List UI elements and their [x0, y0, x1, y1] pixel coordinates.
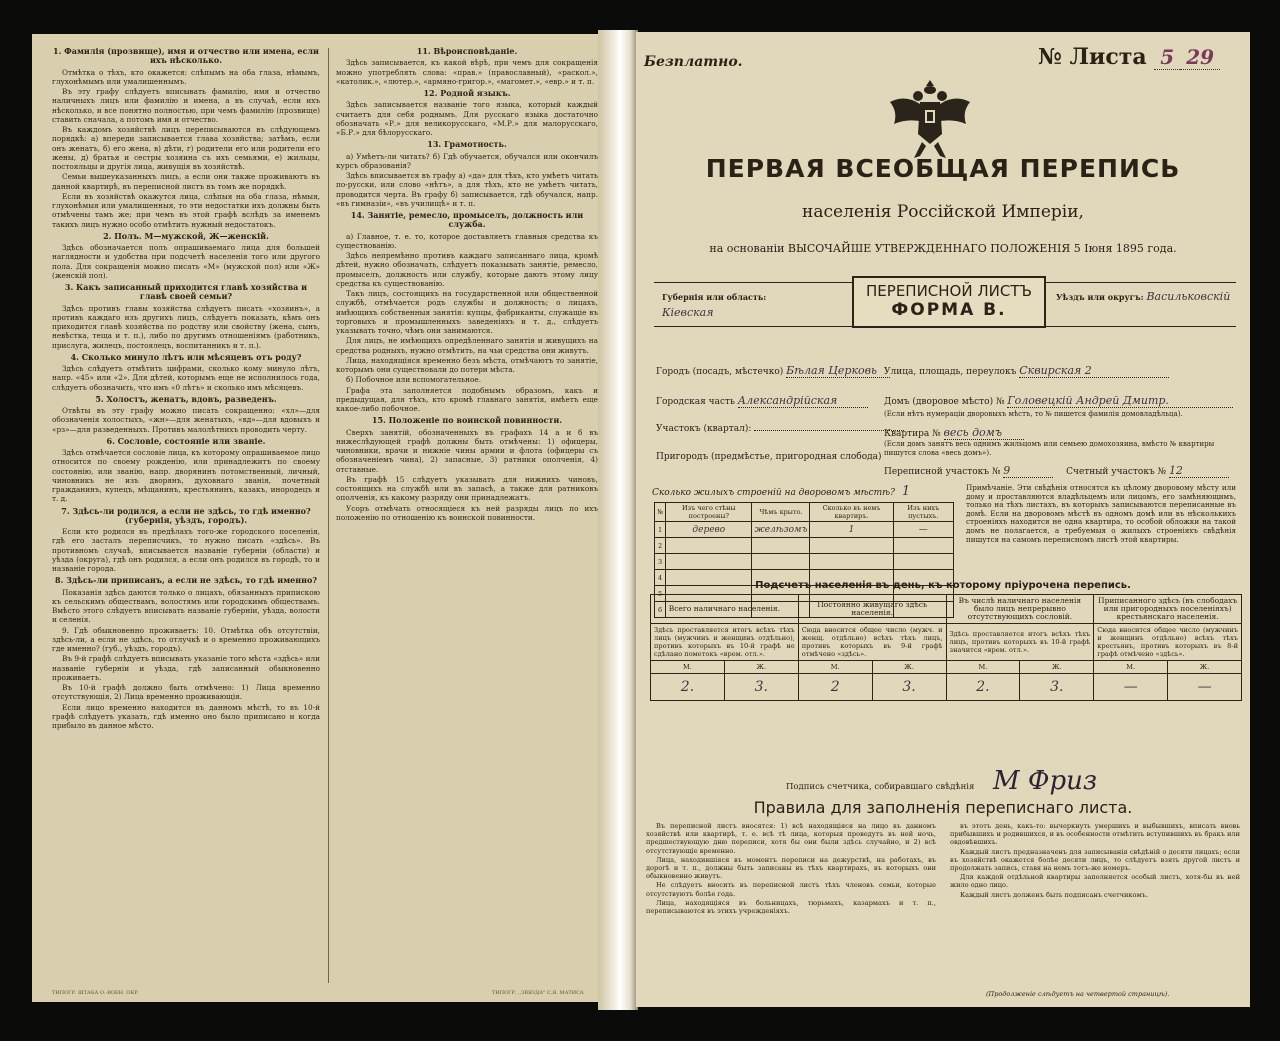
buildings-cell: 1 — [655, 522, 666, 538]
remark-note: Примѣчаніе. Эти свѣдѣнія относятся къ цѣлому дворовому мѣсту или дому и проставляются владѣльцемъ или лицомъ, его замѣняющимъ, только на тѣхъ листахъ, въ которыхъ записываются переписанные въ домѣ. Если на дворовомъ мѣстѣ въ одномъ домѣ или въ нѣсколькихъ строеніяхъ находится не одна квартира, то особой обложки на такой домъ не полагается, а требуемыя о жилыхъ строеніяхъ свѣдѣнія пишутся на самомъ переписномъ листѣ этой квартиры. — [966, 483, 1236, 544]
outbuildings-field: Сколько жилыхъ строеній на дворовомъ мѣстѣ? 1 — [652, 484, 911, 499]
instruction-heading: 5. Холостъ, женатъ, вдовъ, разведенъ. — [95, 393, 277, 404]
instructions-column-2 — [336, 44, 598, 989]
instruction-paragraph: а) Главное, т. е. то, которое доставляетъ главныя средства къ существованію. — [336, 231, 598, 250]
buildings-cell: 5 — [655, 586, 666, 602]
instruction-paragraph: Семьи вышеуказанныхъ лицъ, а если они также проживаютъ въ данной квартирѣ, въ переписной листъ въ томъ же порядкѣ. — [52, 172, 320, 191]
rules-paragraph: Не слѣдуетъ вносить въ переписной листъ тѣхъ членовъ семьи, которые отсутствуютъ болѣе года. — [646, 881, 936, 898]
rules-paragraph: Каждый листъ долженъ быть подписанъ счетчикомъ. — [960, 890, 1148, 899]
buildings-cell — [893, 554, 953, 570]
rules-paragraph: Для каждой отдѣльной квартиры заполняется особый листъ, хотя-бы въ ней жило одно лицо. — [950, 873, 1240, 890]
instructions-column-1 — [52, 44, 320, 989]
city-field: Городъ (посадъ, мѣстечко) Бѣлая Церковь — [656, 364, 890, 378]
instruction-paragraph: Здѣсь записывается названіе того языка, который каждый считаетъ для себя роднымъ. Для русскаго языка достаточно обозначать «Р.» для великорусскаго, «М.Р.» для малорусскаго, «Б.Р.» для бѣлорусскаго. — [336, 100, 598, 137]
census-subtitle: населенія Россійской Имперіи, — [802, 202, 1084, 222]
instruction-paragraph: Если лицо временно находится въ данномъ мѣстѣ, то въ 10-й графѣ слѣдуетъ указать, гдѣ именно оно было приписано и когда прибыло въ данное мѣсто. — [52, 702, 320, 730]
continued-note: (Продолженіе слѣдуетъ на четвертой страницѣ). — [986, 990, 1170, 998]
buildings-row — [655, 522, 954, 538]
district-value: Васильковскій — [1146, 290, 1231, 303]
sheet-number: № Листа 5 29 — [1038, 44, 1220, 70]
instruction-paragraph: 9. Гдѣ обыкновенно проживаетъ: 10. Отмѣтка объ отсутствіи, здѣсь-ли, а если не здѣсь, то отлучкѣ и о временно проживающихъ где именно? (губ., уѣздъ, городъ). — [52, 625, 320, 653]
instruction-heading: 12. Родной языкъ. — [423, 88, 511, 98]
instruction-paragraph: Здѣсь отмѣчается сословіе лица, къ которому опрашиваемое лицо относится по своему рожденію, или принадлежитъ по своему состоянію, или званію, напр. дворянинъ потомственный, личный, чиновникъ не изъ дворянъ, духовнаго званія, почетный гражданинъ, купецъ, мѣщанинъ, крестьянинъ, казакъ, инородецъ и т. д. — [52, 448, 320, 504]
buildings-cell: 6 — [655, 602, 666, 618]
instruction-paragraph: Въ 9-й графѣ слѣдуетъ вписывать указаніе того мѣста «здѣсь» или названіе губерніи и уѣзда, гдѣ записанный обыкновенно проживаетъ. — [52, 654, 320, 682]
buildings-cell: 1 — [810, 522, 893, 538]
buildings-cell: дерево — [666, 522, 752, 538]
rules-column-1 — [646, 822, 936, 992]
instruction-heading: 6. Сословіе, состояніе или званіе. — [106, 435, 266, 446]
instruction-paragraph: Графа эта заполняется подобнымъ образомъ, какъ и предыдущая, для тѣхъ, кто кромѣ главнаго занятія, имѣетъ еще какое-либо побочное. — [336, 385, 598, 413]
province-field: Губернія или область: Кіевская — [662, 292, 767, 319]
rules-paragraph: Въ переписной листъ вносятся: 1) всѣ находящіяся на лицо въ данномъ хозяйствѣ или квартирѣ, т. е. всѣ тѣ лица, которыя проведутъ въ ней ночь, предшествующую дню переписи, хотя бы они были здѣсь случайно, и 2) всѣ отсутствующіе временно. — [646, 822, 936, 855]
outbuildings-value: 1 — [901, 484, 911, 499]
rules-title: Правила для заполненія переписнаго листа. — [753, 798, 1133, 817]
count-column-note: Здѣсь проставляется итогъ всѣхъ тѣхъ лицъ, противъ которыхъ въ 10-й графѣ значится «врем. отл.». — [946, 624, 1094, 661]
left-page — [32, 34, 610, 1002]
buildings-header: Изъ чего стѣны построены? — [666, 503, 752, 522]
block-field: Участокъ (квартал): — [656, 424, 904, 434]
buildings-row — [655, 554, 954, 570]
count-value: 3. — [724, 674, 798, 701]
printer-mark: ТИПОГР. ШТАБА О.-ВОЕН. ОКР. — [52, 990, 140, 996]
instruction-heading: 14. Занятіе, ремесло, промыселъ, должность или служба. — [350, 210, 584, 230]
sheet-number-value-b: 29 — [1180, 45, 1220, 70]
suburb-field: Пригородъ (предмѣстье, пригородная слобода) — [656, 452, 882, 462]
free-label: Безплатно. — [644, 54, 743, 70]
instruction-paragraph: Если кто родился въ предѣлахъ того-же городского поселенія, гдѣ его засталъ переписчикъ, то нужно писать «здѣсь». Въ противномъ случаѣ, вписывается названіе губерніи (области) и уѣзда (округа), гдѣ онъ родился, а если онъ родился въ городѣ, то и названіе города. — [52, 527, 320, 573]
male-header: М. — [946, 661, 1020, 674]
count-value: 2 — [798, 674, 872, 701]
female-header: Ж. — [724, 661, 798, 674]
count-value: 2. — [946, 674, 1020, 701]
rule — [654, 282, 852, 283]
count-district-value: 12 — [1169, 464, 1229, 478]
buildings-cell — [752, 554, 810, 570]
instruction-heading: 15. Положеніе по воинской повинности. — [371, 415, 563, 426]
sheet-title: ПЕРЕПИСНОЙ ЛИСТЪ — [866, 282, 1032, 300]
buildings-header: Изъ нихъ пустыхъ. — [893, 503, 953, 522]
form-header-box — [852, 276, 1046, 328]
instruction-paragraph: Отвѣты въ эту графу можно писать сокращенно: «хл»—для обозначенія холостыхъ, «жн»—для женатыхъ, «вд»—для вдовыхъ и «рз»—для разведенныхъ. Противъ малолѣтнихъ проводить черту. — [52, 406, 320, 434]
count-column-title: Всего наличнаго населенія. — [651, 595, 799, 624]
count-value: 3. — [1020, 674, 1094, 701]
street-value: Сквирская 2 — [1019, 364, 1169, 378]
count-value: — — [1168, 674, 1242, 701]
instruction-paragraph: Такъ лицъ, состоящихъ на государственной или общественной службѣ, отмѣчается родъ службы и должность; о лицахъ, имѣющихъ собственныя занятія: купцы, фабриканты, служащіе въ торговыхъ и промышленныхъ заведеніяхъ и т. д., слѣдуетъ указывать точно, чѣмъ они занимаются. — [336, 289, 598, 335]
signature-line: Подпись счетчика, собиравшаго свѣдѣнія М Фриз — [786, 766, 1098, 796]
city-value: Бѣлая Церковь — [786, 364, 890, 378]
buildings-header: Чѣмъ крыто. — [752, 503, 810, 522]
street-field: Улица, площадь, переулокъ Сквирская 2 — [884, 364, 1169, 378]
instruction-heading: 1. Фамилія (прозвище), имя и отчество или имена, если ихъ нѣсколько. — [53, 46, 319, 66]
buildings-cell: 2 — [655, 538, 666, 554]
city-part-value: Александрійская — [738, 394, 868, 408]
buildings-row — [655, 538, 954, 554]
instruction-heading: 7. Здѣсь-ли родился, а если не здѣсь, то гдѣ именно? (губернія, уѣздъ, городъ). — [61, 505, 311, 525]
count-column-note: Здѣсь проставляется итогъ всѣхъ тѣхъ лицъ (мужчинъ и женщинъ отдѣльно), противъ которыхъ въ 10-й графѣ не сдѣлано пометокъ «врем. отл.». — [651, 624, 799, 661]
house-value: Головецкій Андрей Дмитр. — [1007, 394, 1233, 408]
buildings-cell: 3 — [655, 554, 666, 570]
instruction-paragraph: Здѣсь обозначается полъ опрашиваемаго лица для большей наглядности и удобства при подсчетѣ населенія того или другого пола. Для сокращенія можно писать «М» (мужской пол) или «Ж» (женскій пол). — [52, 243, 320, 280]
apartment-note: (Если домъ занятъ весь однимъ жильцомъ или семьею домохозяина, вмѣсто № квартиры пишутся слова «весь домъ»). — [884, 440, 1215, 457]
population-count-table — [650, 594, 1242, 701]
instruction-paragraph: Отмѣтка о тѣхъ, кто окажется: слѣпымъ на оба глаза, нѣмымъ, глухонѣмымъ или умалишеннымъ. — [52, 67, 320, 86]
column-divider — [328, 48, 329, 983]
instruction-paragraph: Въ графѣ 15 слѣдуетъ указывать для нижнихъ чиновъ, состоящихъ на службѣ или въ запасѣ, а также для ратниковъ ополченія, къ какому разряду они принадлежатъ. — [336, 474, 598, 503]
male-header: М. — [1094, 661, 1168, 674]
double-headed-eagle-icon — [880, 72, 980, 162]
legal-basis: на основаніи ВЫСОЧАЙШЕ УТВЕРЖДЕННАГО ПОЛОЖЕНІЯ 5 Іюня 1895 года. — [709, 242, 1177, 255]
city-part-field: Городская часть Александрійская — [656, 394, 868, 408]
male-header: М. — [798, 661, 872, 674]
apartment-field: Квартира № весь домъ — [884, 426, 1024, 440]
rules-paragraph: Лица, находящіяся въ больницахъ, тюрьмахъ, казармахъ и т. п., переписываются въ этихъ учрежденіяхъ. — [646, 898, 936, 916]
buildings-cell — [893, 538, 953, 554]
instruction-heading: 13. Грамотность. — [427, 139, 507, 150]
instruction-paragraph: Сверхъ занятій, обозначенныхъ въ графахъ 14 а и б въ нижеслѣдующей графѣ должны быть отмѣчены: 1) офицеры, чиновники, врачи и нижніе чины армии и флота (офицеры съ обозначеніемъ чина), 2) запасные, 3) ратники ополченія, 4) отставные. — [336, 427, 598, 474]
buildings-cell — [666, 554, 752, 570]
instruction-paragraph: Здѣсь противъ главы хозяйства слѣдуетъ писать «хозяинъ», а противъ каждаго изъ другихъ лицъ, слѣдуетъ показать, кѣмъ онъ приходится главѣ хозяйства по родству или свойству (жена, сынъ, невѣстка, теща и т. п.), либо по другимъ отношеніямъ (работникъ, прислуга, жилецъ, постоялецъ, воспитанникъ и т. п.). — [52, 303, 320, 350]
instruction-paragraph: Для лицъ, не имѣющихъ опредѣленнаго занятія и живущихъ на средства родныхъ, нужно отмѣтить, на чьи средства они живутъ. — [336, 336, 598, 355]
printer-mark: ТИПОГР. ,,ЗВЯЗДА" С.Я. МАТИСА — [492, 990, 584, 996]
count-value: 2. — [651, 674, 725, 701]
female-header: Ж. — [1020, 661, 1094, 674]
instruction-paragraph: Показанія здѣсь даются только о лицахъ, обязанныхъ припискою къ сельскимъ обществамъ, волостямъ или городскимъ обществамъ. Вмѣсто этого слѣдуетъ вписывать названіе губерніи, уѣзда, волости и селенія. — [52, 587, 320, 625]
buildings-header: Сколько въ немъ квартиръ. — [810, 503, 893, 522]
rules-paragraph: въ этотъ день, какъ-то: вычеркнуть умершихъ и выбывшихъ, вписать вновь прибывшихъ и родившихся, и въ особенности отмѣтить вступившихъ въ бракъ или овдовѣвшихъ. — [950, 822, 1240, 847]
instruction-paragraph: Усоръ отмѣчать относящіеся къ ней разряды лицъ по ихъ положенію по отношенію къ воинской повинности. — [336, 503, 598, 522]
instruction-paragraph: б) Побочное или вспомогательное. — [346, 375, 482, 385]
instruction-heading: 4. Сколько минуло лѣтъ или мѣсяцевъ отъ роду? — [70, 351, 302, 362]
census-district-field: Переписной участокъ № 9 Счетный участокъ № 12 — [884, 464, 1229, 478]
instruction-paragraph: Въ 10-й графѣ должно быть отмѣчено: 1) Лица временно отсутствующія, 2) Лица временно проживающія. — [52, 683, 320, 702]
rules-column-2 — [950, 822, 1240, 992]
instruction-heading: 2. Полъ. М—мужской, Ж—женскій. — [103, 230, 269, 241]
counter-signature: М Фриз — [993, 766, 1098, 796]
count-column-note: Сюда вносится общее число (мужч. и женщ. отдѣльно) всѣхъ тѣхъ лицъ, противъ которыхъ въ 9-й графѣ отмѣчено «здѣсь». — [798, 624, 946, 661]
buildings-cell — [810, 538, 893, 554]
female-header: Ж. — [1168, 661, 1242, 674]
instruction-paragraph: Если въ хозяйствѣ окажутся лица, слѣпыя на оба глаза, нѣмыя, глухонѣмыя или умалишенныя, то эти недостатки ихъ должны быть отмѣчены тамъ же; при чемъ въ этой графѣ вслѣдъ за именемъ такихъ лицъ нужно особо отмѣтить нужный недостатокъ. — [52, 191, 320, 229]
count-column-title: Въ числѣ наличнаго населенія было лицъ непрерывно отсутствующихъ сословій. — [946, 595, 1094, 624]
house-field: Домъ (дворовое мѣсто) № Головецкій Андрей Дмитр. — [884, 394, 1233, 408]
apartment-value: весь домъ — [944, 426, 1024, 440]
province-value: Кіевская — [662, 306, 714, 319]
instruction-paragraph: Въ эту графу слѣдуетъ вписывать фамилію, имя и отчество наличныхъ лицъ или фамилію и имена, а въ случаѣ, если ихъ нѣсколько, и все понятно полностью, при чемъ фамилію (прозвище) ставить сначала, а потомъ имя и отчество. — [52, 87, 320, 124]
instruction-paragraph: а) Умѣетъ-ли читать? б) Гдѣ обучается, обучался или окончилъ курсъ образованія? — [336, 151, 598, 170]
female-header: Ж. — [872, 661, 946, 674]
house-note: (Если нѣтъ нумераціи дворовыхъ мѣстъ, то № пишется фамилія домовладѣльца). — [884, 410, 1183, 418]
buildings-cell — [810, 554, 893, 570]
buildings-cell — [666, 538, 752, 554]
count-title: Подсчетъ населенія въ день, къ которому пріурочена перепись. — [755, 580, 1131, 591]
count-column-title: Постоянно живущаго здѣсь населенія. — [798, 595, 946, 624]
count-value: 3. — [872, 674, 946, 701]
instruction-paragraph: Здѣсь непремѣнно противъ каждаго записаннаго лица, кромѣ дѣтей, нужно обозначать, слѣдуетъ показывать занятіе, ремесло, промыселъ, должность или службу, которые даютъ этому лицу средства къ существованію. — [336, 251, 598, 288]
instruction-paragraph: Въ каждомъ хозяйствѣ лицъ переписываются въ слѣдующемъ порядкѣ: а) впереди записывается глава хозяйства; затѣмъ, если онъ женатъ, б) его жена, в) дѣти, г) родители его или родители его жены, д) братья и сестры хозяина съ ихъ семьями, е) жильцы, постояльцы и другія лица, живущія въ хозяйствѣ. — [52, 125, 320, 171]
rules-paragraph: Каждый листъ предназначенъ для записыванія свѣдѣній о десяти лицахъ; если въ хозяйствѣ окажется болѣе десяти лицъ, то слѣдуетъ взять другой листъ и продолжать запись, ставя на немъ тотъ-же номеръ. — [950, 847, 1240, 873]
buildings-cell — [752, 538, 810, 554]
count-value: — — [1094, 674, 1168, 701]
census-district-value: 9 — [1003, 464, 1053, 478]
rules-paragraph: Лица, находившіяся въ моментъ переписи на дежурствѣ, на работахъ, въ дорогѣ и т. п., должны быть записаны въ тѣхъ квартирахъ, въ которыхъ они обыкновенно живутъ. — [646, 855, 936, 881]
instruction-heading: 8. Здѣсь-ли приписанъ, а если не здѣсь, то гдѣ именно? — [54, 575, 317, 586]
census-title: ПЕРВАЯ ВСЕОБЩАЯ ПЕРЕПИСЬ — [705, 154, 1181, 183]
count-column-note: Сюда вносится общее число (мужчинъ и женщинъ отдѣльно) всѣхъ тѣхъ крестьянъ, противъ которыхъ въ 8-й графѣ отмѣчено «здѣсь». — [1094, 624, 1242, 661]
instruction-paragraph: Здѣсь слѣдуетъ отмѣтить цифрами, сколько кому минуло лѣтъ, напр. «45» или «2». Для дѣтей, которымъ еще не исполнилось года, слѣдуетъ обозначить, что имъ «0 лѣтъ» и сколько имъ мѣсяцевъ. — [52, 364, 320, 392]
page-fold — [598, 30, 638, 1010]
rule — [1046, 282, 1236, 283]
buildings-cell: 4 — [655, 570, 666, 586]
instruction-paragraph: Здѣсь вписывается въ графу а) «да» для тѣхъ, кто умѣетъ читать по-русски, или слово «нѣтъ», а для тѣхъ, кто не умѣетъ читать, проводится черта. Въ графу б) записывается, гдѣ обучался, напр. «въ гимназіи», «въ училищѣ» и т. п. — [336, 171, 598, 208]
instruction-heading: 3. Какъ записанный приходится главѣ хозяйства и главѣ своей семьи? — [64, 282, 308, 302]
right-page — [636, 32, 1250, 1007]
district-field: Уѣздъ или округъ: Васильковскій — [1056, 290, 1231, 303]
rule — [654, 326, 852, 327]
buildings-header: № — [655, 503, 666, 522]
instruction-paragraph: Лица, находящіяся временно безъ мѣста, отмѣчаютъ то занятіе, которымъ они существовали до потери мѣста. — [336, 355, 598, 374]
rule — [1046, 326, 1236, 327]
sheet-number-value: 5 — [1154, 45, 1180, 70]
instruction-paragraph: Здѣсь записывается, къ какой вѣрѣ, при чемъ для сокращенія можно употреблять слова: «прав.» (православный), «раскол.», «католик.», «лютер.», «армяно-григор.», «магомет.», «евр.» и т. п. — [336, 58, 598, 86]
count-column-title: Приписанного здѣсь (въ слободахъ или пригородныхъ поселеніяхъ) крестьянскаго населенія. — [1094, 595, 1242, 624]
buildings-cell: желѣзомъ — [752, 522, 810, 538]
instruction-heading: 11. Вѣроисповѣданіе. — [416, 46, 518, 56]
form-letter: ФОРМА В. — [891, 300, 1007, 320]
buildings-cell: — — [893, 522, 953, 538]
male-header: М. — [651, 661, 725, 674]
